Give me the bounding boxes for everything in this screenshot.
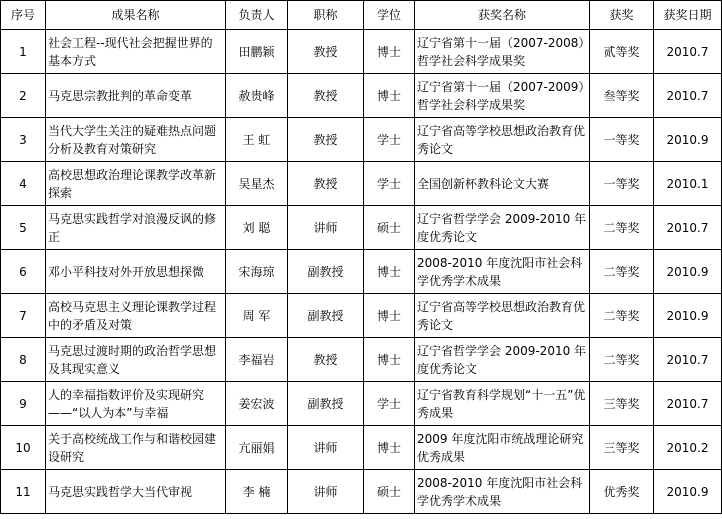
table-row bbox=[1, 294, 722, 338]
award-date: 2010.9 bbox=[654, 250, 722, 294]
leader: 吴星杰 bbox=[226, 162, 288, 206]
row-number: 9 bbox=[1, 382, 46, 426]
leader: 姜宏波 bbox=[226, 382, 288, 426]
award-date: 2010.7 bbox=[654, 74, 722, 118]
award-date: 2010.1 bbox=[654, 162, 722, 206]
leader: 王 虹 bbox=[226, 118, 288, 162]
achievement-title: 当代大学生关注的疑难热点问题分析及教育对策研究 bbox=[46, 118, 226, 162]
leader: 李福岩 bbox=[226, 338, 288, 382]
table-row bbox=[1, 162, 722, 206]
award-date: 2010.7 bbox=[654, 338, 722, 382]
table-row bbox=[1, 382, 722, 426]
achievement-title: 人的幸福指数评价及实现研究——“以人为本”与幸福 bbox=[46, 382, 226, 426]
row-number: 2 bbox=[1, 74, 46, 118]
award-name: 辽宁省高等学校思想政治教育优秀论文 bbox=[415, 294, 590, 338]
award-date: 2010.9 bbox=[654, 294, 722, 338]
rank: 讲师 bbox=[288, 426, 364, 470]
table-row bbox=[1, 338, 722, 382]
award-date: 2010.7 bbox=[654, 206, 722, 250]
award-name: 2008-2010 年度沈阳市社会科学优秀学术成果 bbox=[415, 250, 590, 294]
degree: 博士 bbox=[364, 426, 415, 470]
degree: 博士 bbox=[364, 30, 415, 74]
table-row bbox=[1, 426, 722, 470]
award-name: 辽宁省第十一届（2007-2009）哲学社会科学成果奖 bbox=[415, 74, 590, 118]
row-number: 6 bbox=[1, 250, 46, 294]
degree: 学士 bbox=[364, 382, 415, 426]
award-name: 2008-2010 年度沈阳市社会科学优秀学术成果 bbox=[415, 470, 590, 514]
rank: 教授 bbox=[288, 30, 364, 74]
table-row bbox=[1, 118, 722, 162]
award-level: 二等奖 bbox=[590, 206, 654, 250]
achievement-title: 邓小平科技对外开放思想探微 bbox=[46, 250, 226, 294]
leader: 刘 聪 bbox=[226, 206, 288, 250]
rank: 教授 bbox=[288, 162, 364, 206]
achievement-title: 马克思实践哲学对浪漫反讽的修正 bbox=[46, 206, 226, 250]
rank: 讲师 bbox=[288, 470, 364, 514]
table-row bbox=[1, 470, 722, 514]
leader: 田鹏颖 bbox=[226, 30, 288, 74]
rank: 教授 bbox=[288, 338, 364, 382]
achievement-title: 关于高校统战工作与和谐校园建设研究 bbox=[46, 426, 226, 470]
degree: 博士 bbox=[364, 250, 415, 294]
award-date: 2010.2 bbox=[654, 426, 722, 470]
award-name: 辽宁省哲学学会 2009-2010 年度优秀论文 bbox=[415, 206, 590, 250]
achievement-title: 高校马克思主义理论课教学过程中的矛盾及对策 bbox=[46, 294, 226, 338]
header-cell: 学位 bbox=[364, 1, 415, 30]
row-number: 3 bbox=[1, 118, 46, 162]
header-cell: 获奖名称 bbox=[415, 1, 590, 30]
table-row bbox=[1, 206, 722, 250]
award-level: 一等奖 bbox=[590, 118, 654, 162]
award-name: 辽宁省第十一届（2007-2008）哲学社会科学成果奖 bbox=[415, 30, 590, 74]
award-name: 辽宁省高等学校思想政治教育优秀论文 bbox=[415, 118, 590, 162]
award-level: 贰等奖 bbox=[590, 30, 654, 74]
row-number: 10 bbox=[1, 426, 46, 470]
leader: 宋海琼 bbox=[226, 250, 288, 294]
degree: 博士 bbox=[364, 294, 415, 338]
row-number: 8 bbox=[1, 338, 46, 382]
award-date: 2010.9 bbox=[654, 118, 722, 162]
achievement-title: 马克思过渡时期的政治哲学思想及其现实意义 bbox=[46, 338, 226, 382]
award-level: 二等奖 bbox=[590, 338, 654, 382]
row-number: 1 bbox=[1, 30, 46, 74]
achievement-title: 马克思实践哲学大当代审视 bbox=[46, 470, 226, 514]
header-cell: 职称 bbox=[288, 1, 364, 30]
award-level: 二等奖 bbox=[590, 250, 654, 294]
degree: 博士 bbox=[364, 74, 415, 118]
award-date: 2010.9 bbox=[654, 470, 722, 514]
rank: 副教授 bbox=[288, 382, 364, 426]
header-cell: 成果名称 bbox=[46, 1, 226, 30]
table-row bbox=[1, 30, 722, 74]
header-cell: 获奖日期 bbox=[654, 1, 722, 30]
header-cell: 序号 bbox=[1, 1, 46, 30]
achievement-title: 社会工程--现代社会把握世界的基本方式 bbox=[46, 30, 226, 74]
award-level: 优秀奖 bbox=[590, 470, 654, 514]
rank: 教授 bbox=[288, 74, 364, 118]
achievement-title: 高校思想政治理论课教学改革新探索 bbox=[46, 162, 226, 206]
header-cell: 负责人 bbox=[226, 1, 288, 30]
award-name: 全国创新杯教科论文大赛 bbox=[415, 162, 590, 206]
degree: 硕士 bbox=[364, 470, 415, 514]
table-row bbox=[1, 74, 722, 118]
row-number: 4 bbox=[1, 162, 46, 206]
degree: 学士 bbox=[364, 162, 415, 206]
table-row bbox=[1, 250, 722, 294]
degree: 学士 bbox=[364, 118, 415, 162]
row-number: 5 bbox=[1, 206, 46, 250]
rank: 副教授 bbox=[288, 250, 364, 294]
award-name: 2009 年度沈阳市统战理论研究优秀成果 bbox=[415, 426, 590, 470]
degree: 硕士 bbox=[364, 206, 415, 250]
degree: 博士 bbox=[364, 338, 415, 382]
award-level: 三等奖 bbox=[590, 426, 654, 470]
award-level: 三等奖 bbox=[590, 382, 654, 426]
award-name: 辽宁省教育科学规划“十一五”优秀成果 bbox=[415, 382, 590, 426]
leader: 周 军 bbox=[226, 294, 288, 338]
leader: 李 楠 bbox=[226, 470, 288, 514]
row-number: 11 bbox=[1, 470, 46, 514]
award-name: 辽宁省哲学学会 2009-2010 年度优秀论文 bbox=[415, 338, 590, 382]
row-number: 7 bbox=[1, 294, 46, 338]
header-cell: 获奖 bbox=[590, 1, 654, 30]
leader: 亢丽娟 bbox=[226, 426, 288, 470]
rank: 副教授 bbox=[288, 294, 364, 338]
header-row bbox=[1, 1, 722, 30]
achievement-title: 马克思宗教批判的革命变革 bbox=[46, 74, 226, 118]
award-level: 一等奖 bbox=[590, 162, 654, 206]
award-level: 叁等奖 bbox=[590, 74, 654, 118]
rank: 教授 bbox=[288, 118, 364, 162]
award-date: 2010.7 bbox=[654, 382, 722, 426]
award-date: 2010.7 bbox=[654, 30, 722, 74]
award-level: 二等奖 bbox=[590, 294, 654, 338]
leader: 赦贵峰 bbox=[226, 74, 288, 118]
rank: 讲师 bbox=[288, 206, 364, 250]
